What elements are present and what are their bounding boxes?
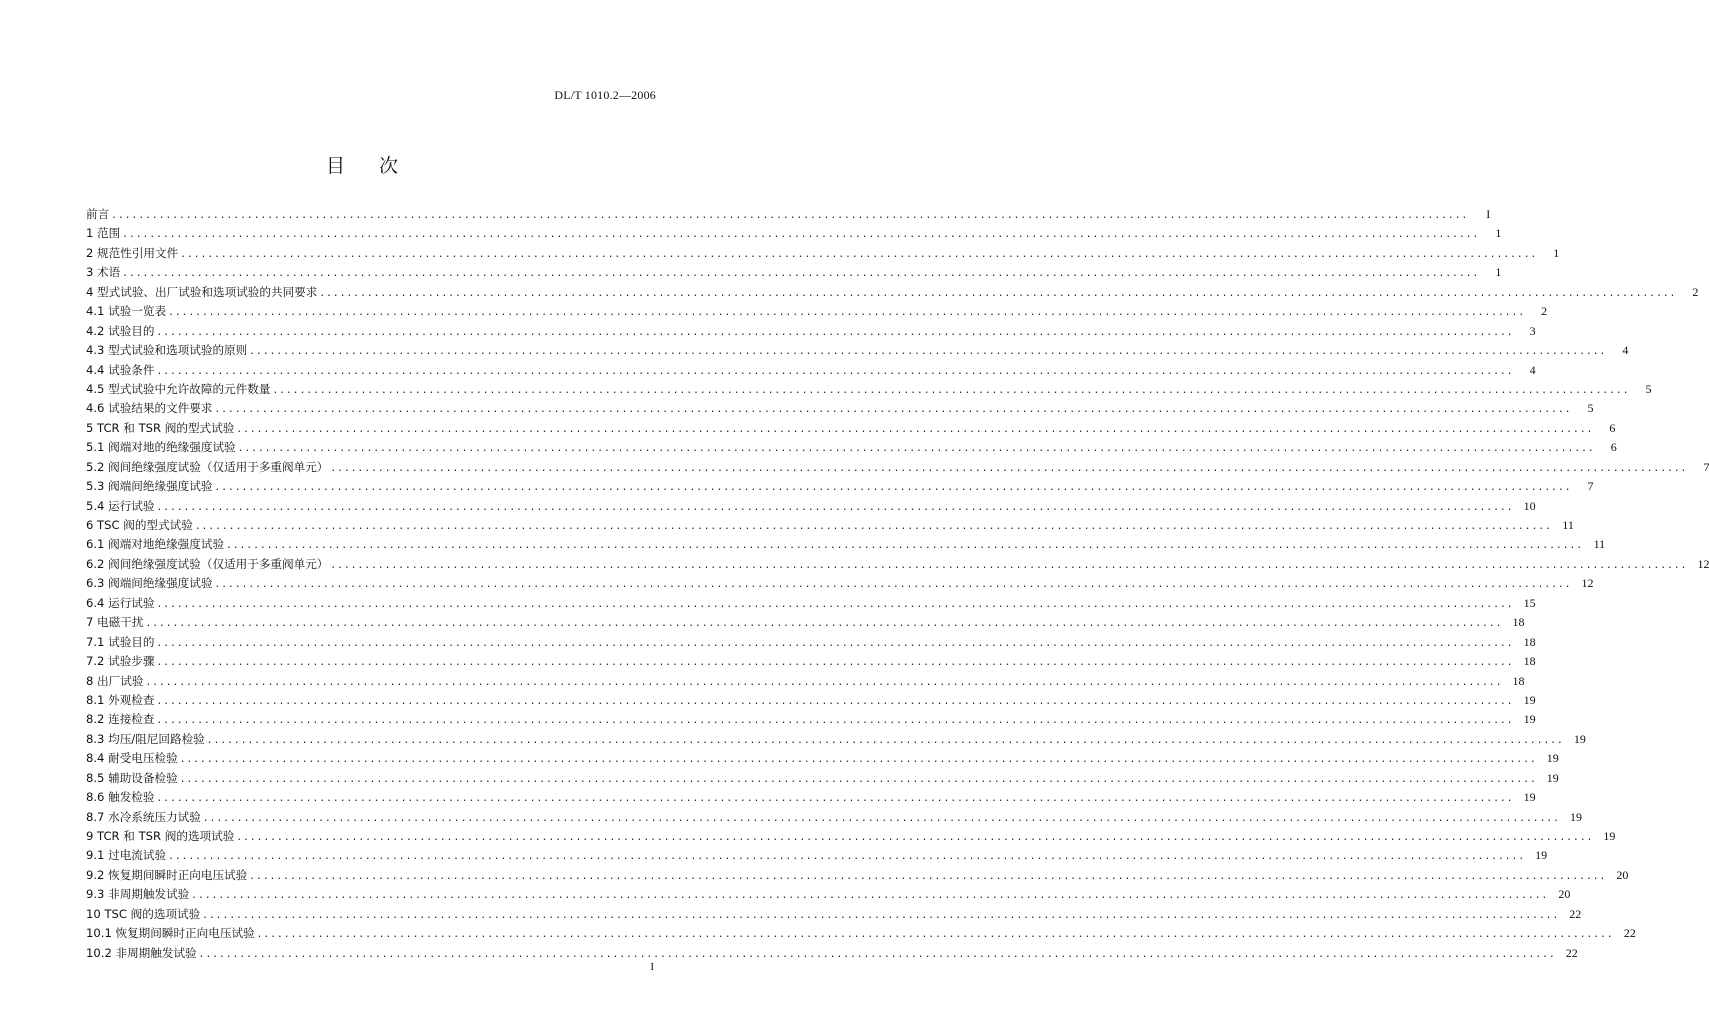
toc-entry[interactable] — [86, 828, 1616, 847]
toc-entry-page: 19 — [1546, 770, 1559, 785]
toc-entry-label: 9.3 非周期触发试验 — [86, 887, 190, 902]
toc-leader-dots: ........................................................................................................................................................................................................ — [157, 654, 1515, 669]
toc-leader-dots: ........................................................................................................................................................................................................ — [203, 809, 1561, 824]
toc-entry-label: 9 TCR 和 TSR 阀的选项试验 — [86, 829, 235, 843]
toc-leader-dots: ........................................................................................................................................................................................................ — [215, 576, 1573, 591]
toc-entry-label: 6 TSC 阀的型式试验 — [86, 518, 193, 532]
toc-entry[interactable] — [86, 206, 1491, 225]
toc-entry[interactable] — [86, 847, 1548, 866]
toc-entry-page: 5 — [1587, 401, 1594, 416]
toc-entry-label: 8 出厂试验 — [86, 673, 144, 688]
toc-entry-label: 8.6 触发检验 — [86, 790, 155, 805]
toc-entry[interactable] — [86, 323, 1536, 342]
toc-entry-label: 5.4 运行试验 — [86, 498, 155, 513]
toc-entry-page: 22 — [1623, 926, 1636, 941]
toc-entry[interactable] — [86, 731, 1586, 750]
toc-leader-dots: ........................................................................................................................................................................................................ — [331, 556, 1689, 571]
toc-entry-page: 6 — [1609, 420, 1616, 435]
toc-entry-label: 8.2 连接检查 — [86, 712, 155, 727]
toc-entry-label: 5.1 阀端对地的绝缘强度试验 — [86, 440, 236, 455]
toc-entry[interactable] — [86, 342, 1629, 361]
toc-entry[interactable] — [86, 750, 1559, 769]
toc-leader-dots: ........................................................................................................................................................................................................ — [146, 673, 1504, 688]
toc-leader-dots: ........................................................................................................................................................................................................ — [112, 207, 1470, 221]
toc-entry[interactable] — [86, 400, 1594, 419]
toc-entry-page: 10 — [1523, 498, 1536, 513]
toc-entry[interactable] — [86, 906, 1582, 925]
page-title: 目次 — [325, 155, 432, 177]
toc-leader-dots: ........................................................................................................................................................................................................ — [237, 420, 1595, 435]
toc-entry-label: 5 TCR 和 TSR 阀的型式试验 — [86, 420, 235, 435]
toc-entry[interactable] — [86, 459, 1709, 478]
toc-leader-dots: ........................................................................................................................................................................................................ — [169, 848, 1527, 863]
toc-leader-dots: ........................................................................................................................................................................................................ — [215, 479, 1573, 494]
toc-entry-page: 1 — [1495, 265, 1502, 280]
toc-entry-label: 3 术语 — [86, 265, 121, 280]
toc-entry-page: 18 — [1512, 673, 1525, 688]
toc-entry[interactable] — [86, 653, 1536, 672]
toc-entry[interactable] — [86, 614, 1525, 633]
toc-entry-page: 2 — [1692, 284, 1699, 299]
toc-entry-page: 18 — [1512, 615, 1525, 630]
toc-entry-page: 20 — [1558, 887, 1571, 902]
toc-entry-label: 4.4 试验条件 — [86, 362, 155, 377]
toc-entry-page: 19 — [1535, 848, 1548, 863]
toc-entry-page: 19 — [1523, 790, 1536, 805]
toc-leader-dots: ........................................................................................................................................................................................................ — [157, 362, 1515, 377]
toc-entry-label: 10.1 恢复期间瞬时正向电压试验 — [86, 926, 255, 941]
toc-entry[interactable] — [86, 770, 1559, 789]
toc-entry[interactable] — [86, 245, 1560, 264]
toc-entry-page: 4 — [1622, 343, 1629, 358]
toc-entry[interactable] — [86, 381, 1652, 400]
toc-entry[interactable] — [86, 867, 1629, 886]
toc-leader-dots: ........................................................................................................................................................................................................ — [238, 440, 1596, 455]
toc-entry[interactable] — [86, 362, 1536, 381]
toc-entry-label: 8.1 外观检查 — [86, 692, 155, 707]
toc-entry-label: 9.1 过电流试验 — [86, 848, 167, 863]
table-of-contents — [86, 206, 1709, 964]
toc-entry-label: 9.2 恢复期间瞬时正向电压试验 — [86, 867, 248, 882]
toc-entry[interactable] — [86, 498, 1536, 517]
toc-entry[interactable] — [86, 225, 1502, 244]
toc-entry[interactable] — [86, 575, 1594, 594]
toc-entry-page: 4 — [1529, 362, 1536, 377]
toc-entry-label: 1 范围 — [86, 226, 121, 241]
toc-leader-dots: ........................................................................................................................................................................................................ — [180, 770, 1538, 785]
toc-leader-dots: ........................................................................................................................................................................................................ — [157, 712, 1515, 727]
toc-entry[interactable] — [86, 692, 1536, 711]
toc-entry-label: 4 型式试验、出厂试验和选项试验的共同要求 — [86, 284, 318, 299]
toc-entry[interactable] — [86, 303, 1548, 322]
toc-entry-label: 4.5 型式试验中允许故障的元件数量 — [86, 381, 271, 396]
toc-entry-label: 8.3 均压/阻尼回路检验 — [86, 731, 205, 746]
toc-entry-label: 7 电磁干扰 — [86, 615, 144, 630]
toc-leader-dots: ........................................................................................................................................................................................................ — [157, 692, 1515, 707]
toc-leader-dots: ........................................................................................................................................................................................................ — [237, 829, 1595, 843]
toc-leader-dots: ........................................................................................................................................................................................................ — [157, 790, 1515, 805]
toc-leader-dots: ........................................................................................................................................................................................................ — [157, 323, 1515, 338]
toc-entry[interactable] — [86, 925, 1636, 944]
toc-entry-page: 12 — [1581, 576, 1594, 591]
toc-leader-dots: ........................................................................................................................................................................................................ — [157, 498, 1515, 513]
toc-leader-dots: ........................................................................................................................................................................................................ — [199, 945, 1557, 960]
toc-entry-page: 18 — [1523, 634, 1536, 649]
document-code: DL/T 1010.2—2006 — [554, 88, 656, 102]
toc-entry-label: 7.2 试验步骤 — [86, 654, 155, 669]
toc-leader-dots: ........................................................................................................................................................................................................ — [331, 459, 1689, 474]
toc-leader-dots: ........................................................................................................................................................................................................ — [169, 304, 1527, 319]
toc-leader-dots: ........................................................................................................................................................................................................ — [320, 284, 1678, 299]
toc-leader-dots: ........................................................................................................................................................................................................ — [207, 731, 1565, 746]
toc-entry[interactable] — [86, 420, 1616, 439]
toc-entry-label: 10 TSC 阀的选项试验 — [86, 906, 201, 921]
toc-entry-page: 11 — [1562, 518, 1574, 532]
toc-entry-label: 4.6 试验结果的文件要求 — [86, 401, 213, 416]
toc-entry-page: 22 — [1569, 906, 1582, 921]
toc-entry-label: 6.2 阀间绝缘强度试验（仅适用于多重阀单元） — [86, 556, 329, 571]
toc-leader-dots: ........................................................................................................................................................................................................ — [195, 518, 1553, 532]
toc-entry-label: 6.3 阀端间绝缘强度试验 — [86, 576, 213, 591]
toc-entry-page: 7 — [1703, 459, 1709, 474]
toc-entry-page: 19 — [1573, 731, 1586, 746]
toc-entry[interactable] — [86, 634, 1536, 653]
toc-entry[interactable] — [86, 711, 1536, 730]
toc-entry-page: 7 — [1587, 479, 1594, 494]
toc-entry-label: 4.1 试验一览表 — [86, 304, 167, 319]
toc-entry-label: 8.5 辅助设备检验 — [86, 770, 178, 785]
toc-entry[interactable] — [86, 595, 1536, 614]
toc-entry-page: 19 — [1523, 712, 1536, 727]
toc-leader-dots: ........................................................................................................................................................................................................ — [157, 634, 1515, 649]
toc-entry-label: 8.7 水冷系统压力试验 — [86, 809, 201, 824]
toc-entry-page: 15 — [1523, 595, 1536, 610]
toc-leader-dots: ........................................................................................................................................................................................................ — [157, 595, 1515, 610]
toc-entry-label: 10.2 非周期触发试验 — [86, 945, 197, 960]
toc-entry[interactable] — [86, 673, 1525, 692]
toc-entry-page: 12 — [1697, 556, 1709, 571]
toc-entry[interactable] — [86, 556, 1709, 575]
toc-entry-label: 5.3 阀端间绝缘强度试验 — [86, 479, 213, 494]
toc-leader-dots: ........................................................................................................................................................................................................ — [123, 265, 1481, 280]
toc-leader-dots: ........................................................................................................................................................................................................ — [146, 615, 1504, 630]
toc-entry[interactable] — [86, 789, 1536, 808]
toc-entry[interactable] — [86, 478, 1594, 497]
toc-entry-page: 2 — [1541, 304, 1548, 319]
toc-leader-dots: ........................................................................................................................................................................................................ — [250, 343, 1608, 358]
toc-entry-page: 22 — [1565, 945, 1578, 960]
toc-entry-page: 19 — [1603, 829, 1616, 843]
toc-entry-page: 19 — [1523, 692, 1536, 707]
toc-entry-label: 前言 — [86, 207, 110, 221]
toc-entry-page: 6 — [1610, 440, 1617, 455]
toc-leader-dots: ........................................................................................................................................................................................................ — [180, 751, 1538, 766]
toc-leader-dots: ........................................................................................................................................................................................................ — [227, 537, 1585, 552]
toc-leader-dots: ........................................................................................................................................................................................................ — [257, 926, 1615, 941]
toc-leader-dots: ........................................................................................................................................................................................................ — [181, 245, 1539, 260]
toc-entry-label: 7.1 试验目的 — [86, 634, 155, 649]
toc-entry-label: 6.4 运行试验 — [86, 595, 155, 610]
toc-entry-label: 6.1 阀端对地绝缘强度试验 — [86, 537, 225, 552]
toc-entry[interactable] — [86, 945, 1578, 964]
toc-entry[interactable] — [86, 264, 1502, 283]
toc-entry-page: 5 — [1645, 381, 1652, 396]
toc-entry-page: 3 — [1529, 323, 1536, 338]
toc-entry-label: 4.3 型式试验和选项试验的原则 — [86, 343, 248, 358]
toc-entry-page: 18 — [1523, 654, 1536, 669]
toc-entry-page: 19 — [1569, 809, 1582, 824]
toc-leader-dots: ........................................................................................................................................................................................................ — [123, 226, 1481, 241]
toc-entry-page: 1 — [1553, 245, 1560, 260]
toc-leader-dots: ........................................................................................................................................................................................................ — [273, 381, 1631, 396]
toc-entry[interactable] — [86, 439, 1617, 458]
toc-entry[interactable] — [86, 536, 1606, 555]
toc-entry[interactable] — [86, 886, 1571, 905]
toc-entry[interactable] — [86, 517, 1574, 536]
page-number: I — [650, 961, 654, 973]
toc-entry-page: 11 — [1593, 537, 1606, 552]
toc-leader-dots: ........................................................................................................................................................................................................ — [192, 887, 1550, 902]
toc-entry-label: 2 规范性引用文件 — [86, 245, 179, 260]
toc-entry-page: 1 — [1495, 226, 1502, 241]
toc-entry-page: 20 — [1616, 867, 1629, 882]
toc-leader-dots: ........................................................................................................................................................................................................ — [203, 906, 1561, 921]
toc-entry-label: 8.4 耐受电压检验 — [86, 751, 178, 766]
toc-entry-page: 19 — [1546, 751, 1559, 766]
toc-entry[interactable] — [86, 809, 1582, 828]
toc-entry-page: I — [1486, 207, 1491, 221]
toc-entry[interactable] — [86, 284, 1699, 303]
toc-leader-dots: ........................................................................................................................................................................................................ — [250, 867, 1608, 882]
toc-leader-dots: ........................................................................................................................................................................................................ — [215, 401, 1573, 416]
toc-entry-label: 5.2 阀间绝缘强度试验（仅适用于多重阀单元） — [86, 459, 329, 474]
toc-entry-label: 4.2 试验目的 — [86, 323, 155, 338]
